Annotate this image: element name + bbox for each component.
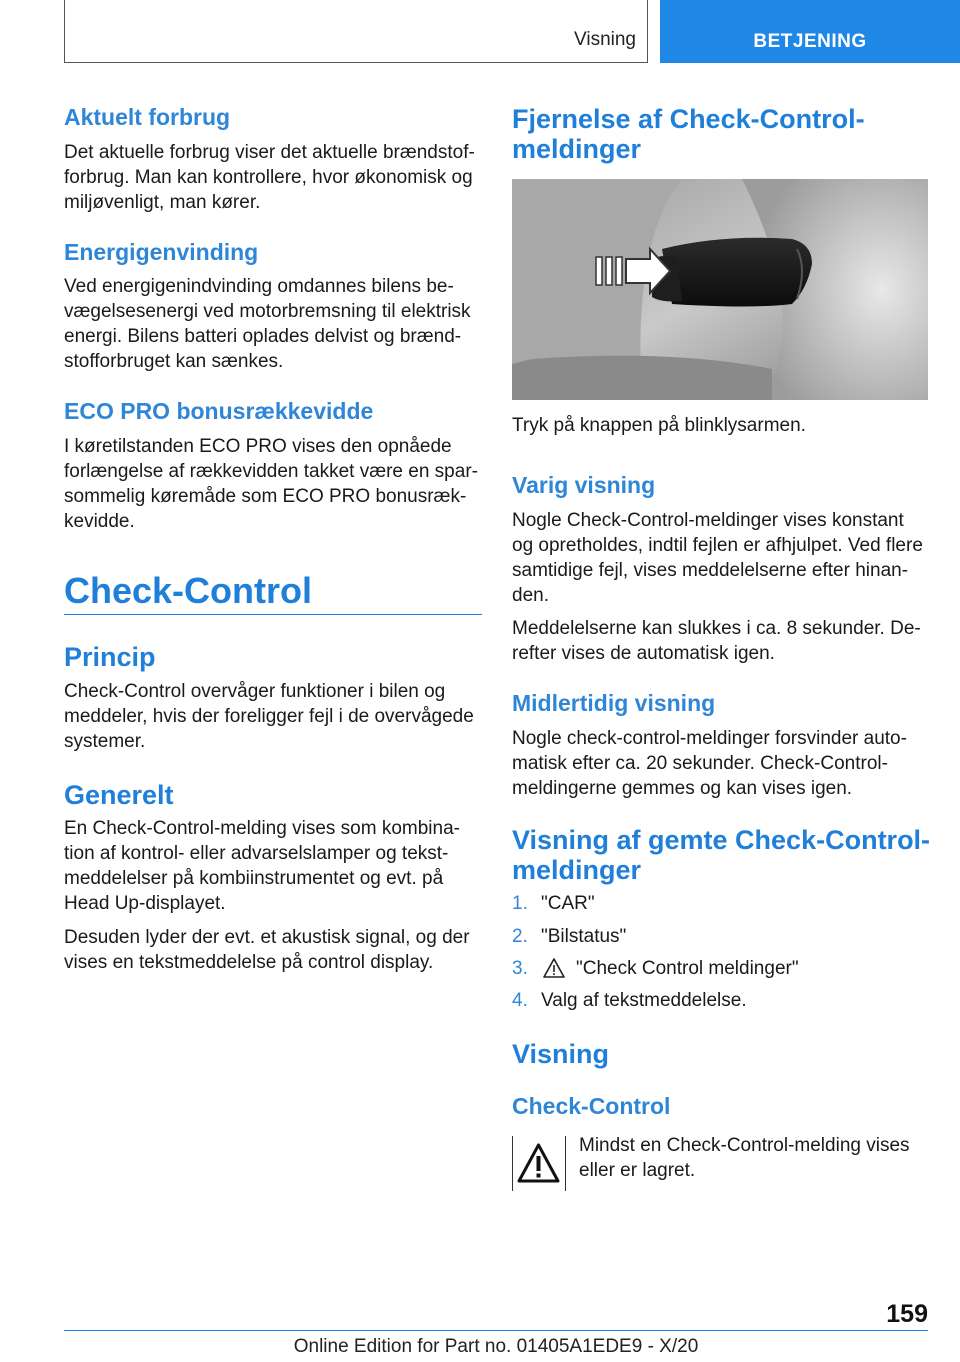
heading-check-control-sub: Check-Control	[512, 1093, 671, 1119]
turn-signal-lever-illustration	[512, 179, 928, 400]
paragraph-energigenvinding: Ved energigenindvinding omdannes bilens be- vægelsesenergi ved motorbremsning til elektrisk energi. Bilens batteri oplades delvist og brænd- stofforbruget kan sænkes.	[64, 276, 471, 372]
paragraph-generelt-2: Desuden lyder der evt. et akustisk signal, og der vises en tekstmeddelelse på control display.	[64, 927, 470, 973]
step-text: "CAR"	[541, 893, 595, 914]
photo-turn-signal-lever	[512, 179, 928, 400]
step-text: "Check Control meldinger"	[576, 958, 799, 979]
heading-gemte-meldinger: Visning af gemte Check-Control- meldinger	[512, 825, 931, 885]
step-number: 3.	[512, 958, 528, 979]
chapter-title-check-control: Check-Control	[64, 570, 313, 611]
paragraph-varig-2: Meddelelserne kan slukkes i ca. 8 sekunder. De- refter vises de automatisk igen.	[512, 618, 921, 664]
header-section-label: Visning	[574, 29, 636, 50]
footer-rule	[64, 1330, 928, 1331]
step-text: Valg af tekstmeddelelse.	[541, 990, 747, 1011]
warning-triangle-icon	[513, 1136, 564, 1191]
heading-generelt: Generelt	[64, 780, 174, 810]
chapter-rule	[64, 614, 482, 615]
warning-triangle-icon	[542, 957, 566, 979]
page-number: 159	[886, 1300, 928, 1328]
paragraph-varig-1: Nogle Check-Control-meldinger vises konstant og opretholdes, indtil fejlen er afhjulpet. Ved flere samtidige fejl, vises meddelelserne efter hinan- den.	[512, 510, 923, 606]
heading-energigenvinding: Energigenvinding	[64, 239, 259, 265]
paragraph-check-control-symbol: Mindst en Check-Control-melding vises eller er lagret.	[579, 1135, 910, 1181]
warning-symbol-box	[512, 1136, 566, 1191]
paragraph-aktuelt-forbrug: Det aktuelle forbrug viser det aktuelle brændstof- forbrug. Man kan kontrollere, hvor økonomisk og miljøvenligt, man kører.	[64, 142, 475, 213]
heading-eco-pro: ECO PRO bonusrækkevidde	[64, 398, 374, 424]
heading-visning: Visning	[512, 1039, 610, 1069]
step-text: "Bilstatus"	[541, 926, 627, 947]
paragraph-eco-pro: I køretilstanden ECO PRO vises den opnåede forlængelse af rækkevidden takket være en spar- sommelig køremåde som ECO PRO bonusræk- kevidde.	[64, 436, 478, 532]
step-number: 2.	[512, 926, 528, 947]
paragraph-generelt-1: En Check-Control-melding vises som kombina- tion af kontrol- eller advarselslamper og tekst- meddelelser på kombiinstrumentet og evt. på Head Up-displayet.	[64, 818, 460, 914]
heading-fjernelse: Fjernelse af Check-Control- meldinger	[512, 104, 865, 164]
paragraph-midlertidig: Nogle check-control-meldinger forsvinder auto- matisk efter ca. 20 sekunder. Check-Control- meldingerne gemmes og kan vises igen.	[512, 728, 907, 799]
heading-varig-visning: Varig visning	[512, 472, 656, 498]
footer-edition: Online Edition for Part no. 01405A1EDE9 - X/20	[293, 1336, 699, 1357]
step-number: 1.	[512, 893, 528, 914]
header-chapter-label: BETJENING	[753, 31, 867, 52]
header-chapter-tab	[660, 0, 960, 63]
heading-midlertidig-visning: Midlertidig visning	[512, 690, 716, 716]
paragraph-princip: Check-Control overvåger funktioner i bilen og meddeler, hvis der foreligger fejl i de overvågede systemer.	[64, 681, 474, 752]
step-number: 4.	[512, 990, 528, 1011]
heading-aktuelt-forbrug: Aktuelt forbrug	[64, 104, 231, 130]
heading-princip: Princip	[64, 642, 156, 672]
photo-caption: Tryk på knappen på blinklysarmen.	[512, 415, 806, 436]
